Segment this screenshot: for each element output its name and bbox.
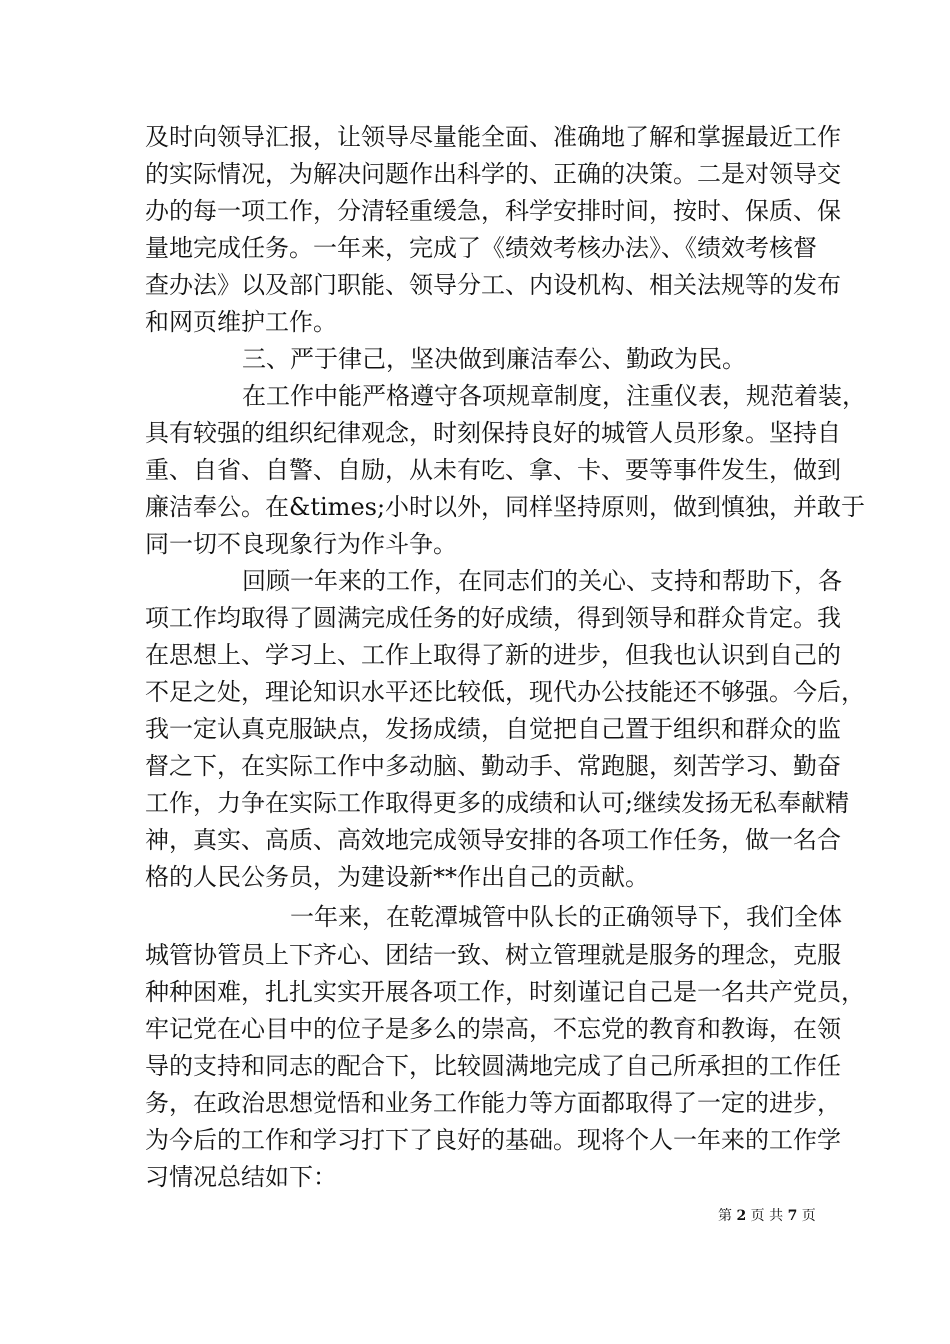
paragraph-line: 务，在政治思想觉悟和业务工作能力等方面都取得了一定的进步， <box>145 1089 841 1117</box>
paragraph-line: 为今后的工作和学习打下了良好的基础。现将个人一年来的工作学 <box>145 1126 841 1154</box>
paragraph-line: 廉洁奉公。在&times;小时以外，同样坚持原则，做到慎独，并敢于 <box>145 493 866 521</box>
paragraph-line: 在思想上、学习上、工作上取得了新的进步，但我也认识到自己的 <box>145 641 841 669</box>
paragraph-line: 及时向领导汇报，让领导尽量能全面、准确地了解和掌握最近工作 <box>145 123 841 151</box>
footer-middle: 页 共 <box>750 1208 784 1224</box>
paragraph-line: 督之下，在实际工作中多动脑、勤动手、常跑腿，刻苦学习、勤奋 <box>145 752 841 780</box>
paragraph-line: 办的每一项工作，分清轻重缓急，科学安排时间，按时、保质、保 <box>145 197 841 225</box>
section-heading: 三、严于律己，坚决做到廉洁奉公、勤政为民。 <box>242 345 746 373</box>
paragraph-line: 导的支持和同志的配合下，比较圆满地完成了自己所承担的工作任 <box>145 1052 841 1080</box>
paragraph-line: 量地完成任务。一年来，完成了《绩效考核办法》、《绩效考核督 <box>145 234 817 262</box>
paragraph-line: 我一定认真克服缺点，发扬成绩，自觉把自己置于组织和群众的监 <box>145 715 841 743</box>
footer-prefix: 第 <box>718 1208 732 1224</box>
paragraph-line: 具有较强的组织纪律观念，时刻保持良好的城管人员形象。坚持自 <box>145 419 841 447</box>
paragraph-line: 在工作中能严格遵守各项规章制度，注重仪表，规范着装， <box>242 382 866 410</box>
paragraph-line: 同一切不良现象行为作斗争。 <box>145 530 457 558</box>
paragraph-line: 回顾一年来的工作，在同志们的关心、支持和帮助下，各 <box>242 567 842 595</box>
paragraph-line: 项工作均取得了圆满完成任务的好成绩，得到领导和群众肯定。我 <box>145 604 841 632</box>
paragraph-line: 工作，力争在实际工作取得更多的成绩和认可;继续发扬无私奉献精 <box>145 789 850 817</box>
paragraph-line: 神，真实、高质、高效地完成领导安排的各项工作任务，做一名合 <box>145 826 841 854</box>
footer-suffix: 页 <box>801 1208 816 1224</box>
paragraph-line: 习情况总结如下： <box>145 1163 337 1191</box>
paragraph-line: 牢记党在心目中的位子是多么的崇高，不忘党的教育和教诲，在领 <box>145 1015 841 1043</box>
page-footer <box>718 1207 816 1225</box>
paragraph-line: 城管协管员上下齐心、团结一致、树立管理就是服务的理念，克服 <box>145 941 841 969</box>
current-page-number: 2 <box>736 1208 747 1224</box>
paragraph-line: 查办法》以及部门职能、领导分工、内设机构、相关法规等的发布 <box>145 271 841 299</box>
paragraph-line: 一年来，在乾潭城管中队长的正确领导下，我们全体 <box>290 903 842 931</box>
paragraph-line: 的实际情况，为解决问题作出科学的、正确的决策。二是对领导交 <box>145 160 841 188</box>
paragraph-line: 格的人民公务员，为建设新**作出自己的贡献。 <box>145 863 649 891</box>
paragraph-line: 种种困难，扎扎实实开展各项工作，时刻谨记自己是一名共产党员， <box>145 978 865 1006</box>
paragraph-line: 不足之处，理论知识水平还比较低，现代办公技能还不够强。今后， <box>145 678 865 706</box>
paragraph-line: 重、自省、自警、自励，从未有吃、拿、卡、要等事件发生，做到 <box>145 456 841 484</box>
paragraph-line: 和网页维护工作。 <box>145 308 337 336</box>
total-pages-number: 7 <box>787 1208 798 1224</box>
